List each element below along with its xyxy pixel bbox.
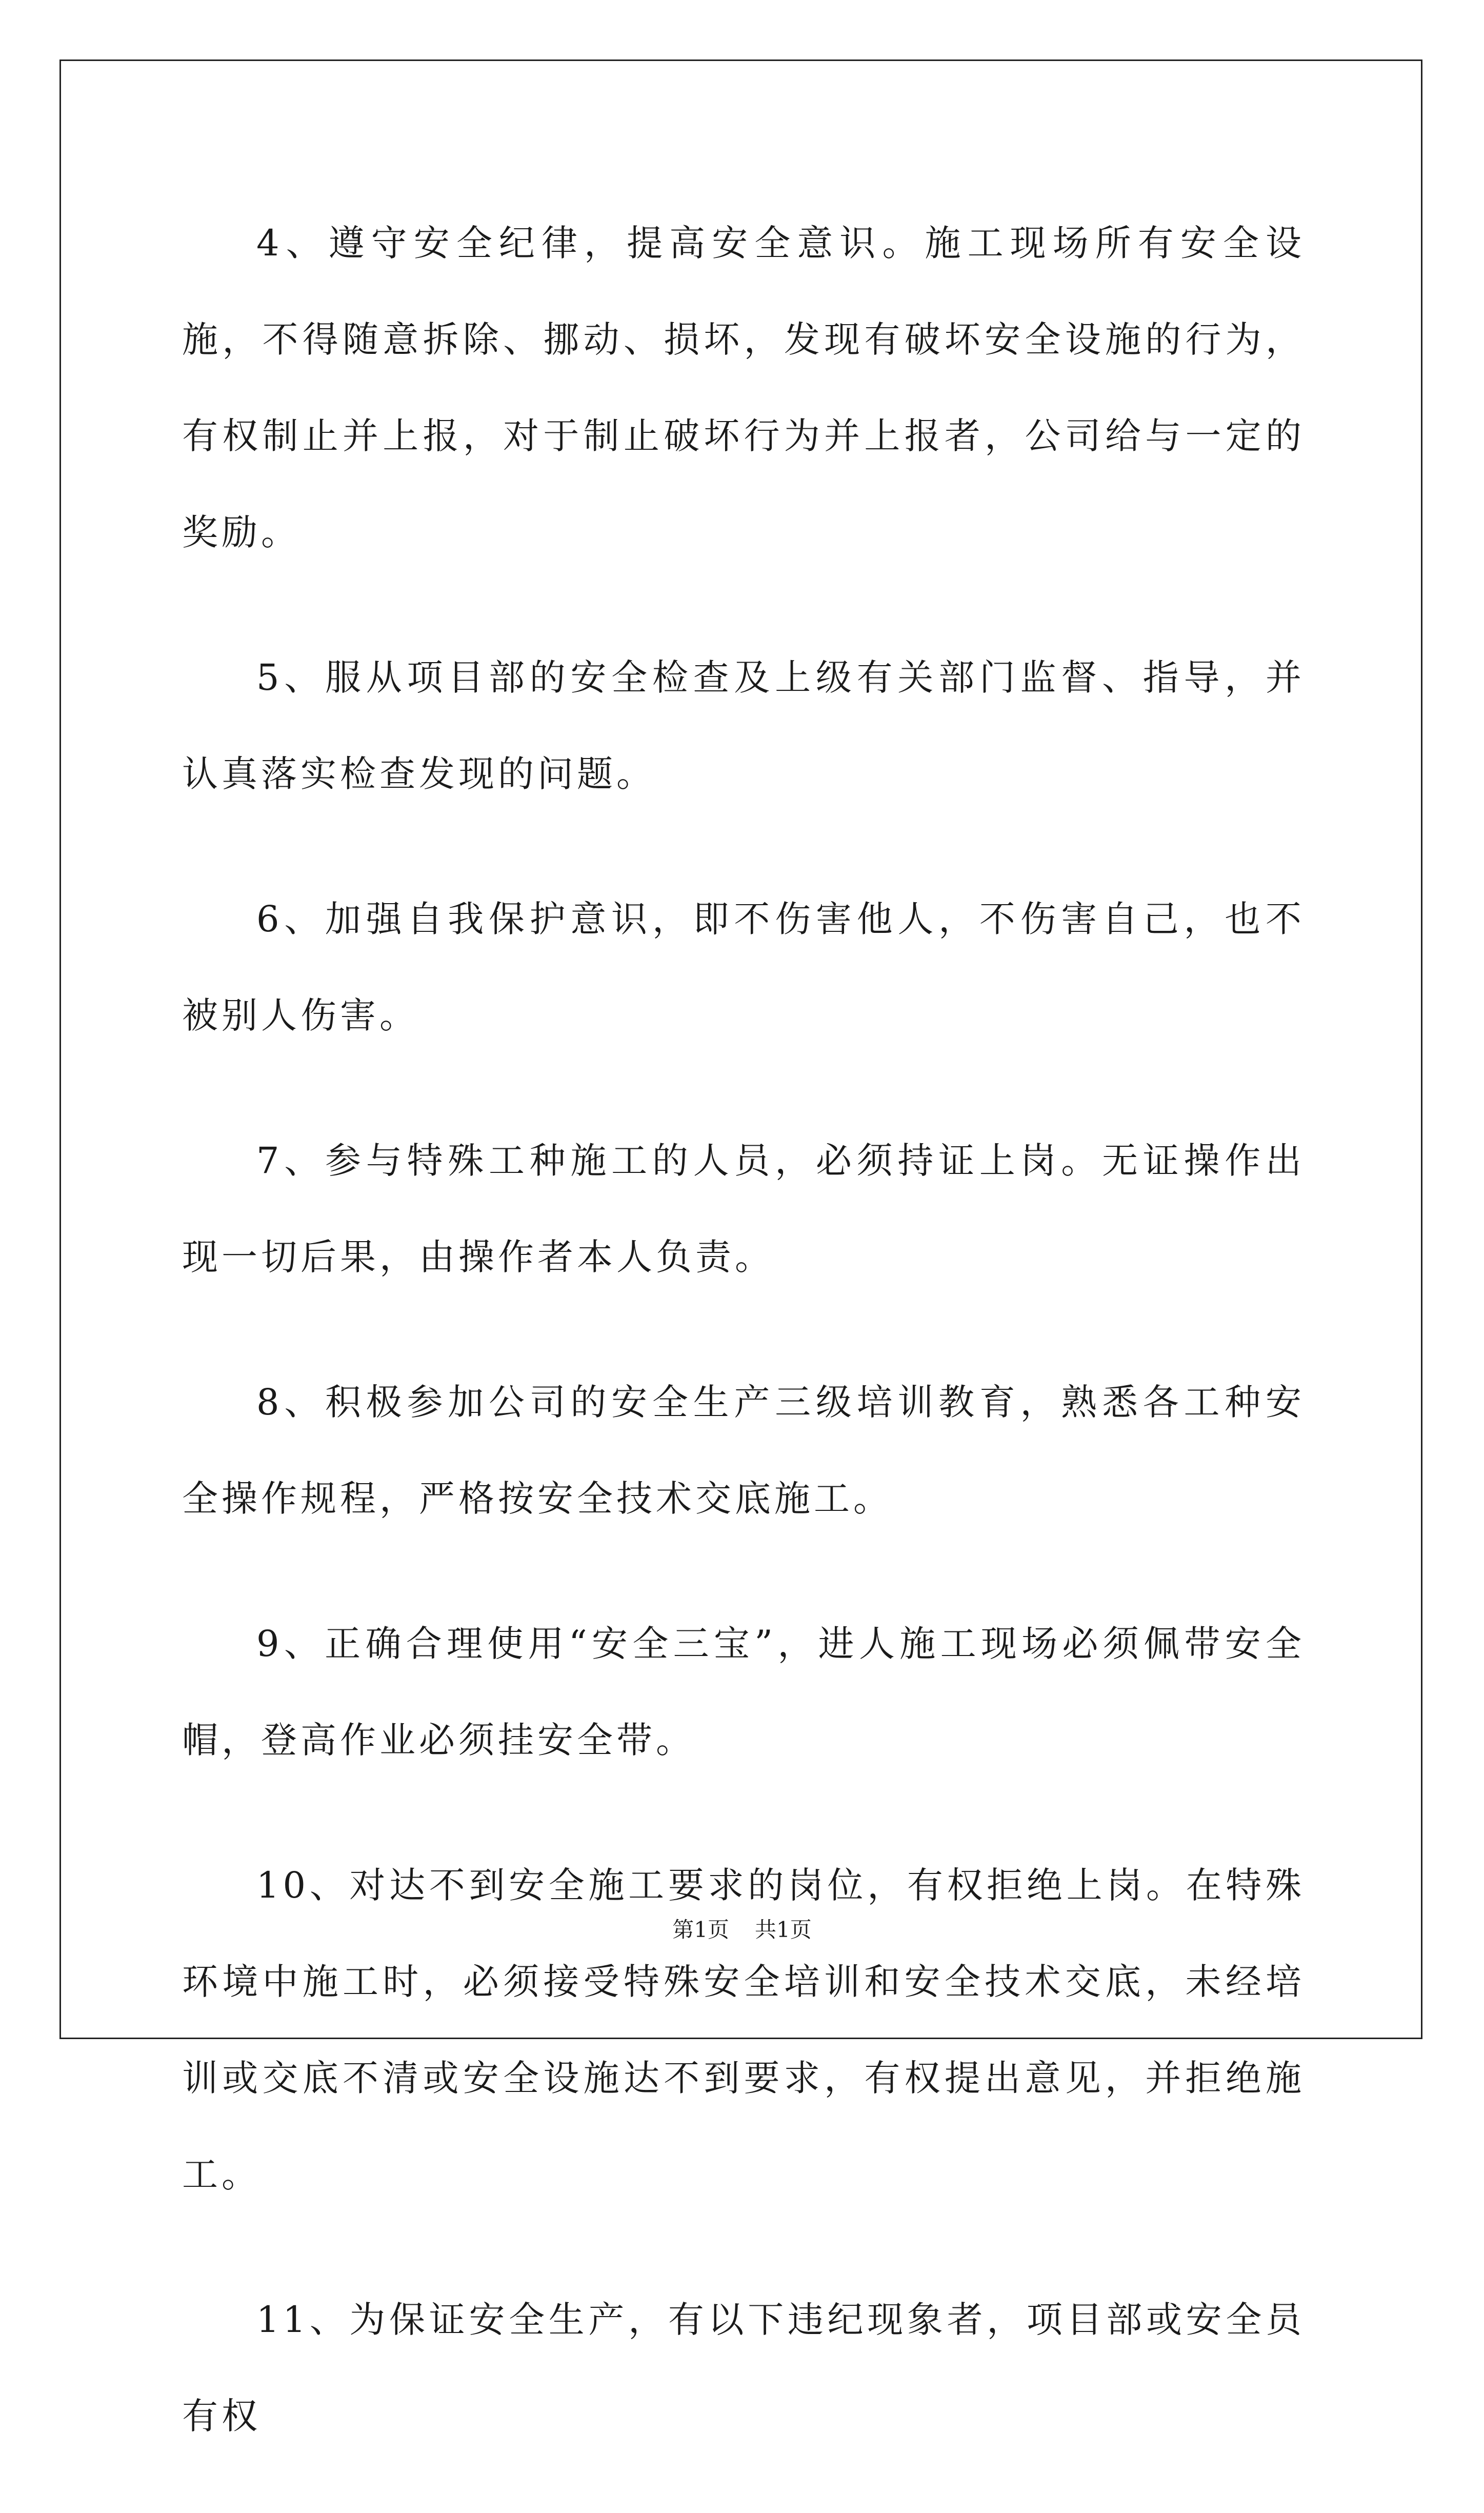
page-total: 共1页	[755, 1917, 812, 1942]
paragraph-10: 10、对达不到安全施工要求的岗位，有权拒绝上岗。在特殊环境中施工时，必须接受特殊安全培训和安全技术交底，未经培训或交底不清或安全设施达不到要求，有权提出意见，并拒绝施工。	[182, 1864, 1305, 2196]
paragraph-8: 8、积极参加公司的安全生产三级培训教育，熟悉各工种安全操作规程，严格按安全技术交底施工。	[182, 1381, 1305, 1520]
paragraph-7: 7、参与特殊工种施工的人员，必须持证上岗。无证操作出现一切后果，由操作者本人负责。	[182, 1140, 1305, 1278]
page-number: 第1页	[672, 1917, 729, 1942]
paragraph-9: 9、正确合理使用“安全三宝”，进人施工现场必须佩带安全帽，登高作业必须挂安全带。	[182, 1623, 1305, 1761]
paragraph-6: 6、加强自我保护意识，即不伤害他人，不伤害自己，也不被别人伤害。	[182, 898, 1305, 1036]
paragraph-5: 5、服从项目部的安全检查及上级有关部门监督、指导，并认真落实检查发现的问题。	[182, 656, 1305, 795]
document-body	[182, 195, 1305, 2513]
paragraph-4: 4、遵守安全纪律，提高安全意识。施工现场所有安全设施，不得随意拆除、挪动、损坏，发现有破坏安全设施的行为，有权制止并上报，对于制止破坏行为并上报者，公司给与一定的奖励。	[182, 222, 1305, 553]
paragraph-11: 11、为保证安全生产，有以下违纪现象者，项目部或安全员有权	[182, 2299, 1305, 2437]
page-footer	[0, 1913, 1484, 1944]
